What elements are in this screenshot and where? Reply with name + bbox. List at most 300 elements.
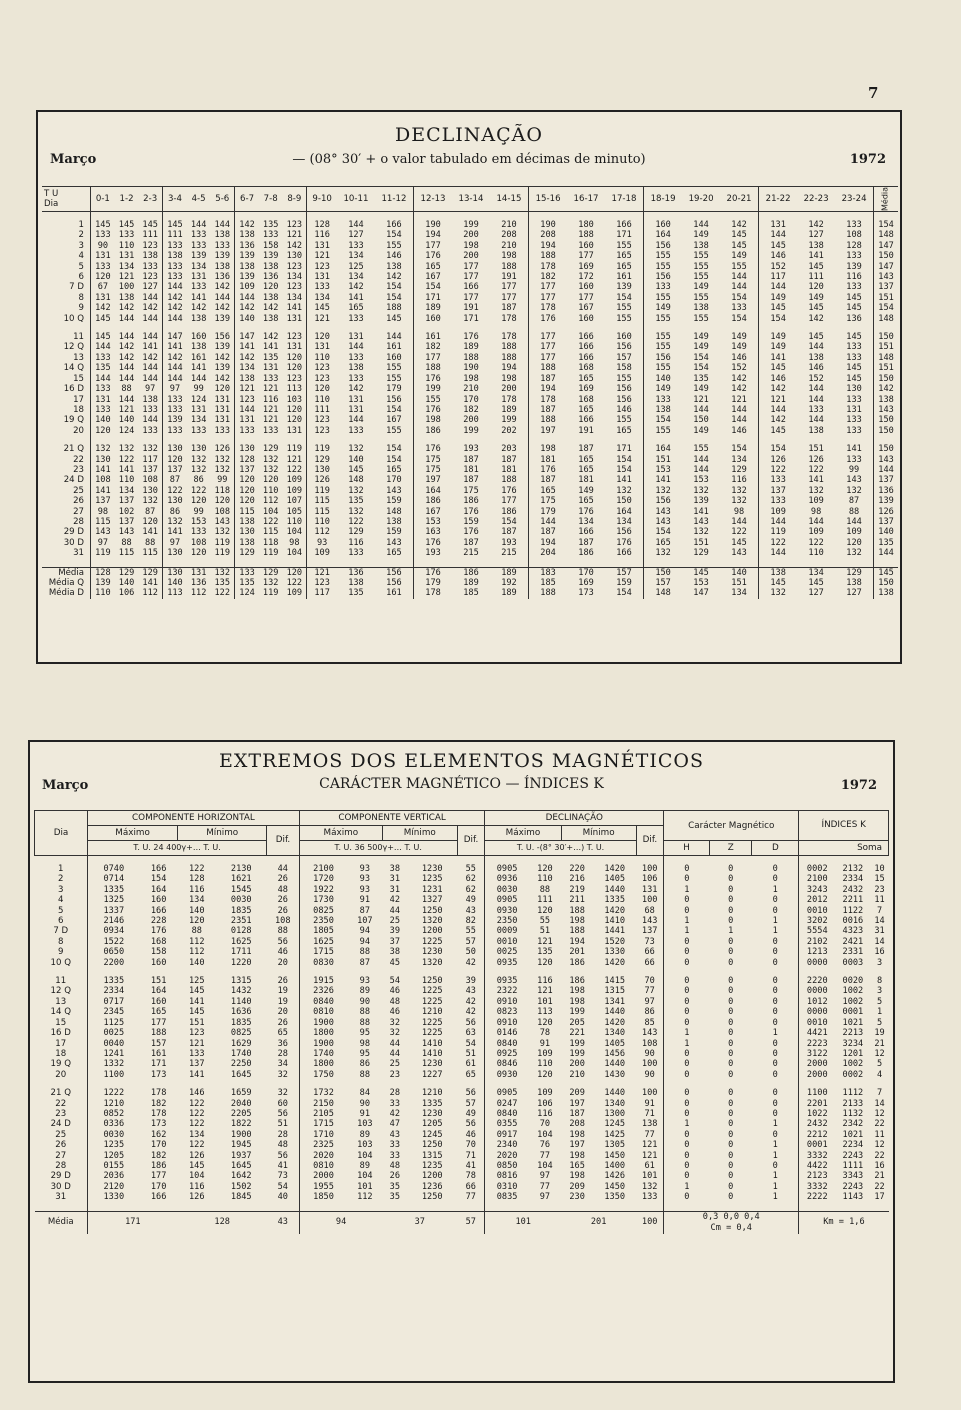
cell-value: 90 <box>91 241 115 251</box>
cell-value: 136 <box>190 578 207 588</box>
cell-value: 120 <box>307 332 337 342</box>
cell-value: 138 <box>235 538 259 548</box>
cell-media: 139 <box>874 496 898 506</box>
cell-value: 48 <box>389 996 401 1007</box>
header-h: H <box>664 841 710 856</box>
cell-value: 187 <box>463 537 479 548</box>
cell-value: 0910 <box>485 997 529 1007</box>
header-hour: 20-21 <box>720 187 759 212</box>
cell-value: 0030 <box>88 1130 140 1140</box>
cell-value: 161 <box>616 272 632 283</box>
cell-value: 187 <box>529 374 568 384</box>
cell-value: 167 <box>413 507 452 517</box>
cell-value: 119 <box>214 548 231 559</box>
cell-value: 138 <box>235 262 259 272</box>
cell-value: 142 <box>759 415 798 425</box>
cell-value: 200 <box>569 1059 585 1070</box>
cell-value: 186 <box>452 567 490 578</box>
cell-value: 2220 <box>799 976 835 986</box>
cell-value: 205 <box>569 1017 585 1028</box>
cell-value: 133 <box>190 230 207 241</box>
declinacao-subtitle: — (08° 30′ + o valor tabulado em décimas de minuto) <box>292 152 646 167</box>
table-row <box>42 486 898 496</box>
cell-value: 133 <box>307 282 337 292</box>
header-hour: 5-6 <box>210 187 234 212</box>
cell-value: 165 <box>386 464 402 475</box>
cell-value: 1 <box>772 926 778 937</box>
cell-value: 188 <box>463 352 479 363</box>
cell-value: 0 <box>772 976 778 987</box>
cell-value: 2250 <box>230 1059 252 1070</box>
cell-value: 194 <box>529 241 568 251</box>
cell-value: 32 <box>389 1017 401 1028</box>
cell-value: 155 <box>644 426 683 436</box>
cell-value: 65 <box>465 1069 476 1080</box>
cell-value: 1 <box>772 1028 778 1039</box>
cell-value: 140 <box>91 415 115 425</box>
cell-value: 120 <box>214 496 231 507</box>
cell-value: 1021 <box>842 1129 864 1140</box>
cell-value: 130 <box>286 251 303 262</box>
cell-value: 132 <box>214 464 231 475</box>
cell-value: 142 <box>118 303 135 314</box>
cell-value: 155 <box>644 332 683 342</box>
cell-value: 1201 <box>842 1048 864 1059</box>
cell-value: 112 <box>307 527 337 537</box>
cell-value: 0835 <box>485 1192 529 1202</box>
cell-value: 111 <box>142 230 158 241</box>
cell-value: 0816 <box>485 1171 529 1181</box>
cell-value: 101 <box>357 1181 373 1192</box>
cell-value: 32 <box>389 1028 401 1039</box>
cell-value: 106 <box>641 874 658 885</box>
ch-max-media: 171 <box>88 1211 178 1234</box>
cell-value: 1340 <box>604 1028 626 1039</box>
cell-value: 178 <box>529 262 568 272</box>
cell-value: 134 <box>188 895 205 906</box>
cell-value: 179 <box>529 507 568 517</box>
cell-value: 139 <box>214 313 231 324</box>
cell-value: 130 <box>142 485 158 496</box>
header-cv-base: T. U. 36 500γ+… T. U. <box>299 841 457 856</box>
cell-value: 119 <box>307 486 337 496</box>
cell-value: 0 <box>728 986 734 997</box>
cell-value: 140 <box>188 905 205 916</box>
cell-value: 146 <box>731 425 747 436</box>
cell-value: 178 <box>501 394 517 405</box>
cell-value: 120 <box>537 864 553 874</box>
cell-value: 140 <box>720 567 759 578</box>
cell-value: 138 <box>386 516 402 527</box>
cell-value: 165 <box>644 538 683 548</box>
cell-value: 33 <box>389 1150 401 1161</box>
cell-value: 42 <box>389 895 401 906</box>
cell-value: 228 <box>150 916 167 927</box>
cell-value: 176 <box>463 332 479 343</box>
ch-min-media: 128 <box>178 1211 267 1234</box>
cell-value: 165 <box>616 425 632 436</box>
cell-value: 95 <box>359 1048 371 1059</box>
cell-value: 170 <box>150 1181 167 1192</box>
cell-value: 133 <box>846 282 862 293</box>
cell-value: 91 <box>539 1038 551 1049</box>
cell-value: 178 <box>501 332 517 343</box>
cell-value: 25 <box>389 916 401 927</box>
cell-value: 1441 <box>604 926 626 937</box>
cell-value: 1341 <box>604 996 626 1007</box>
cell-value: 133 <box>142 261 158 272</box>
cell-value: 1235 <box>421 874 443 885</box>
cell-value: 133 <box>214 425 231 436</box>
cell-value: 0 <box>772 1108 778 1119</box>
cell-value: 120 <box>808 282 824 293</box>
cell-value: 0025 <box>88 1028 140 1038</box>
row-day-label: 29 D <box>63 527 84 538</box>
cell-value: 176 <box>463 506 479 517</box>
cell-value: 11 <box>874 895 885 906</box>
cell-value: 87 <box>848 496 860 507</box>
cell-value: 129 <box>235 548 259 558</box>
cell-value: 173 <box>578 588 594 599</box>
cell-value: 139 <box>693 496 709 507</box>
cell-media: 154 <box>874 303 898 313</box>
header-media: Média <box>874 187 898 212</box>
cell-value: 120 <box>235 496 259 506</box>
cell-media: 142 <box>874 384 898 394</box>
cell-value: 123 <box>307 363 337 373</box>
cell-value: 0 <box>728 1088 734 1099</box>
cell-value: 134 <box>616 516 632 527</box>
cell-value: 147 <box>163 332 187 342</box>
cell-value: 136 <box>262 272 279 283</box>
cell-value: 144 <box>348 220 364 230</box>
cell-value: 2205 <box>230 1108 252 1119</box>
cell-value: 150 <box>644 567 683 578</box>
cell-value: 23 <box>389 1069 401 1080</box>
cell-value: 194 <box>413 230 452 240</box>
cell-value: 138 <box>386 261 402 272</box>
cell-value: 140 <box>163 578 187 588</box>
cell-value: 88 <box>121 384 132 395</box>
row-day-label: 15 <box>73 373 84 384</box>
cell-value: 1822 <box>230 1119 252 1130</box>
cell-value: 149 <box>693 332 709 343</box>
cell-value: 0020 <box>842 976 864 987</box>
cell-value: 138 <box>190 313 207 324</box>
cell-value: 133 <box>91 353 115 363</box>
cell-value: 134 <box>190 261 207 272</box>
header-hour: 18-19 <box>644 187 683 212</box>
table-row <box>42 475 898 485</box>
cell-value: 199 <box>569 1038 585 1049</box>
cell-value: 1450 <box>604 1150 626 1161</box>
cell-value: 138 <box>214 261 231 272</box>
header-cv-minimo: Mínimo <box>382 826 457 841</box>
cell-value: 187 <box>578 537 594 548</box>
cell-value: 147 <box>235 332 259 342</box>
cell-media: 137 <box>874 475 898 485</box>
table-row <box>42 578 898 588</box>
cell-value: 199 <box>463 425 479 436</box>
cell-value: 141 <box>91 465 115 475</box>
cell-value: 107 <box>286 496 303 507</box>
cell-value: 144 <box>693 464 709 475</box>
cell-value: 109 <box>286 588 303 599</box>
cell-value: 144 <box>142 373 158 384</box>
cell-value: 154 <box>386 292 402 303</box>
caracter-media-values: 0,3 0,0 0,4 <box>702 1212 760 1223</box>
cell-value: 42 <box>465 1007 476 1018</box>
cell-value: 142 <box>190 303 207 314</box>
page-number: 7 <box>868 84 879 102</box>
cell-value: 14 <box>874 1098 885 1109</box>
cell-value: 189 <box>463 578 479 588</box>
cell-value: 142 <box>214 373 231 384</box>
cell-value: 112 <box>190 588 207 599</box>
cell-value: 123 <box>307 426 337 436</box>
cell-value: 155 <box>693 444 709 455</box>
cell-value: 16 <box>874 947 885 958</box>
cell-value: 129 <box>115 567 139 578</box>
cell-value: 0000 <box>799 958 835 968</box>
cell-value: 176 <box>413 405 452 415</box>
cell-value: 0917 <box>485 1130 529 1140</box>
cell-value: 51 <box>277 1119 288 1130</box>
cell-value: 37 <box>389 936 401 947</box>
header-hour: 1-2 <box>115 187 139 212</box>
cell-value: 2201 <box>799 1099 835 1109</box>
cell-value: 165 <box>578 496 594 507</box>
cell-value: 1 <box>664 1039 710 1049</box>
cell-value: 132 <box>142 496 158 507</box>
cell-value: 144 <box>759 517 798 527</box>
cell-value: 1 <box>772 1119 778 1130</box>
cell-media: 138 <box>874 588 898 598</box>
cell-value: 1710 <box>299 1130 347 1140</box>
cell-value: 187 <box>501 454 517 465</box>
cell-value: 120 <box>214 384 231 395</box>
cell-value: 1945 <box>230 1140 252 1151</box>
row-day-label: 31 <box>73 548 84 559</box>
table-row <box>42 220 898 230</box>
cell-value: 2036 <box>88 1171 140 1181</box>
cell-value: 128 <box>235 455 259 465</box>
cell-value: 56 <box>277 1150 288 1161</box>
cell-value: 169 <box>578 578 594 588</box>
cell-value: 56 <box>465 1017 476 1028</box>
cell-value: 199 <box>569 1048 585 1059</box>
cell-value: 149 <box>644 303 683 313</box>
cell-value: 143 <box>641 1028 658 1039</box>
cell-value: 0905 <box>485 864 529 874</box>
cell-value: 129 <box>259 567 283 578</box>
cell-value: 116 <box>262 394 279 405</box>
cell-value: 105 <box>286 506 303 517</box>
cell-value: 129 <box>835 567 874 578</box>
cell-value: 93 <box>307 538 337 548</box>
cell-value: 88 <box>539 884 551 895</box>
cell-value: 186 <box>413 496 452 506</box>
cell-value: 144 <box>214 292 231 303</box>
cell-value: 133 <box>190 527 207 538</box>
cell-value: 176 <box>413 567 452 578</box>
cell-value: 144 <box>142 292 158 303</box>
table-row <box>42 538 898 548</box>
cell-value: 135 <box>537 947 553 958</box>
cell-value: 133 <box>348 352 364 363</box>
cell-value: 118 <box>214 485 231 496</box>
cell-value: 2000 <box>299 1171 347 1181</box>
cell-value: 179 <box>386 384 402 395</box>
cell-value: 120 <box>190 496 207 507</box>
cell-value: 0 <box>772 1017 778 1028</box>
cell-value: 1900 <box>230 1129 252 1140</box>
cell-value: 55 <box>465 926 476 937</box>
cell-value: 133 <box>214 240 231 251</box>
cell-value: 136 <box>337 567 375 578</box>
cell-value: 131 <box>348 332 364 343</box>
cell-value: 1320 <box>421 957 443 968</box>
cell-value: 139 <box>214 342 231 353</box>
table-row <box>42 444 898 454</box>
cell-value: 215 <box>463 548 479 559</box>
cell-value: 132 <box>693 485 709 496</box>
cell-value: 144 <box>118 394 135 405</box>
cell-value: 144 <box>190 373 207 384</box>
cell-value: 119 <box>214 537 231 548</box>
cell-value: 0825 <box>230 1028 252 1039</box>
cell-value: 128 <box>188 874 205 885</box>
cell-value: 1002 <box>842 996 864 1007</box>
declinacao-year: 1972 <box>849 152 886 167</box>
cell-value: 41 <box>277 1160 288 1171</box>
cell-value: 101 <box>641 1171 658 1182</box>
row-day-label: 29 D <box>50 1171 71 1182</box>
cell-value: 155 <box>644 342 683 352</box>
cell-value: 123 <box>286 282 303 293</box>
header-hour: 17-18 <box>605 187 644 212</box>
cell-value: 133 <box>808 404 824 415</box>
cell-value: 123 <box>307 415 337 425</box>
table-row <box>35 937 889 947</box>
cell-value: 126 <box>307 475 337 485</box>
cell-value: 1315 <box>230 976 252 987</box>
cell-value: 90 <box>359 1098 371 1109</box>
cell-value: 137 <box>118 516 135 527</box>
cell-value: 132 <box>731 496 747 507</box>
cell-value: 121 <box>731 394 747 405</box>
cell-value: 188 <box>501 352 517 363</box>
cell-value: 1922 <box>299 885 347 895</box>
cell-value: 149 <box>693 425 709 436</box>
cell-value: 144 <box>759 548 798 558</box>
cell-value: 177 <box>413 241 452 251</box>
cell-value: 182 <box>150 1150 167 1161</box>
cell-value: 1140 <box>230 996 252 1007</box>
cell-value: 171 <box>413 293 452 303</box>
cell-value: 1715 <box>299 1119 347 1129</box>
cell-value: 0 <box>664 958 710 968</box>
cell-value: 132 <box>348 506 364 517</box>
cell-value: 177 <box>529 353 568 363</box>
cell-value: 142 <box>731 220 747 230</box>
cell-value: 14 <box>874 916 885 927</box>
cell-value: 178 <box>501 313 517 324</box>
cell-value: 138 <box>808 352 824 363</box>
row-day-label: 4 <box>58 895 64 906</box>
cell-value: 131 <box>214 394 231 405</box>
cell-value: 0 <box>772 1069 778 1080</box>
cell-media: 140 <box>874 527 898 537</box>
header-componente-vertical: COMPONENTE VERTICAL <box>299 811 485 826</box>
cell-value: 0 <box>728 874 734 885</box>
cell-value: 144 <box>759 405 798 415</box>
cell-value: 1305 <box>604 1140 626 1151</box>
cell-value: 142 <box>235 303 259 313</box>
cell-value: 0 <box>728 1150 734 1161</box>
cm-value: Cm = 0,4 <box>710 1222 752 1233</box>
cell-value: 164 <box>644 444 683 454</box>
cell-media: 143 <box>874 405 898 415</box>
cell-value: 112 <box>188 947 205 958</box>
cell-value: 135 <box>348 496 364 507</box>
cell-value: 88 <box>359 1017 371 1028</box>
cell-value: 120 <box>537 1017 553 1028</box>
cell-value: 2012 <box>799 895 835 905</box>
cell-value: 1 <box>664 885 710 895</box>
cell-value: 122 <box>286 578 303 588</box>
cell-value: 122 <box>188 1140 205 1151</box>
cell-value: 181 <box>463 464 479 475</box>
cell-value: 0905 <box>485 895 529 905</box>
cell-value: 201 <box>569 947 585 958</box>
cell-value: 197 <box>413 475 452 485</box>
header-hour: 8-9 <box>282 187 306 212</box>
cell-value: 129 <box>731 464 747 475</box>
cell-value: 133 <box>348 240 364 251</box>
row-day-label: 21 Q <box>63 444 84 455</box>
cell-value: 87 <box>359 957 371 968</box>
cell-value: 141 <box>644 475 683 485</box>
cell-value: 0 <box>664 1070 710 1080</box>
row-day-label: 17 <box>55 1038 67 1049</box>
cell-value: 177 <box>463 272 479 283</box>
cell-value: 110 <box>808 548 824 559</box>
table-row <box>42 272 898 282</box>
cell-value: 99 <box>217 475 228 486</box>
cell-value: 98 <box>289 537 300 548</box>
row-day-label: Média D <box>48 588 84 599</box>
row-day-label: 11 <box>55 976 67 987</box>
cell-value: 156 <box>386 578 402 588</box>
cell-value: 165 <box>616 251 632 262</box>
cell-value: 2322 <box>485 986 529 996</box>
cell-value: 1235 <box>88 1140 140 1150</box>
cell-value: 151 <box>693 537 709 548</box>
cell-value: 28 <box>277 1129 288 1140</box>
cell-value: 126 <box>188 1192 205 1203</box>
cell-value: 131 <box>286 313 303 324</box>
cell-value: 197 <box>569 1140 585 1151</box>
cell-value: 93 <box>359 976 371 987</box>
cell-value: 138 <box>262 261 279 272</box>
cell-value: 109 <box>235 282 259 292</box>
cell-value: 121 <box>262 384 279 395</box>
table-row <box>42 303 898 313</box>
cell-value: 132 <box>262 464 279 475</box>
cell-value: 132 <box>693 527 709 538</box>
cell-value: 2212 <box>799 1130 835 1140</box>
